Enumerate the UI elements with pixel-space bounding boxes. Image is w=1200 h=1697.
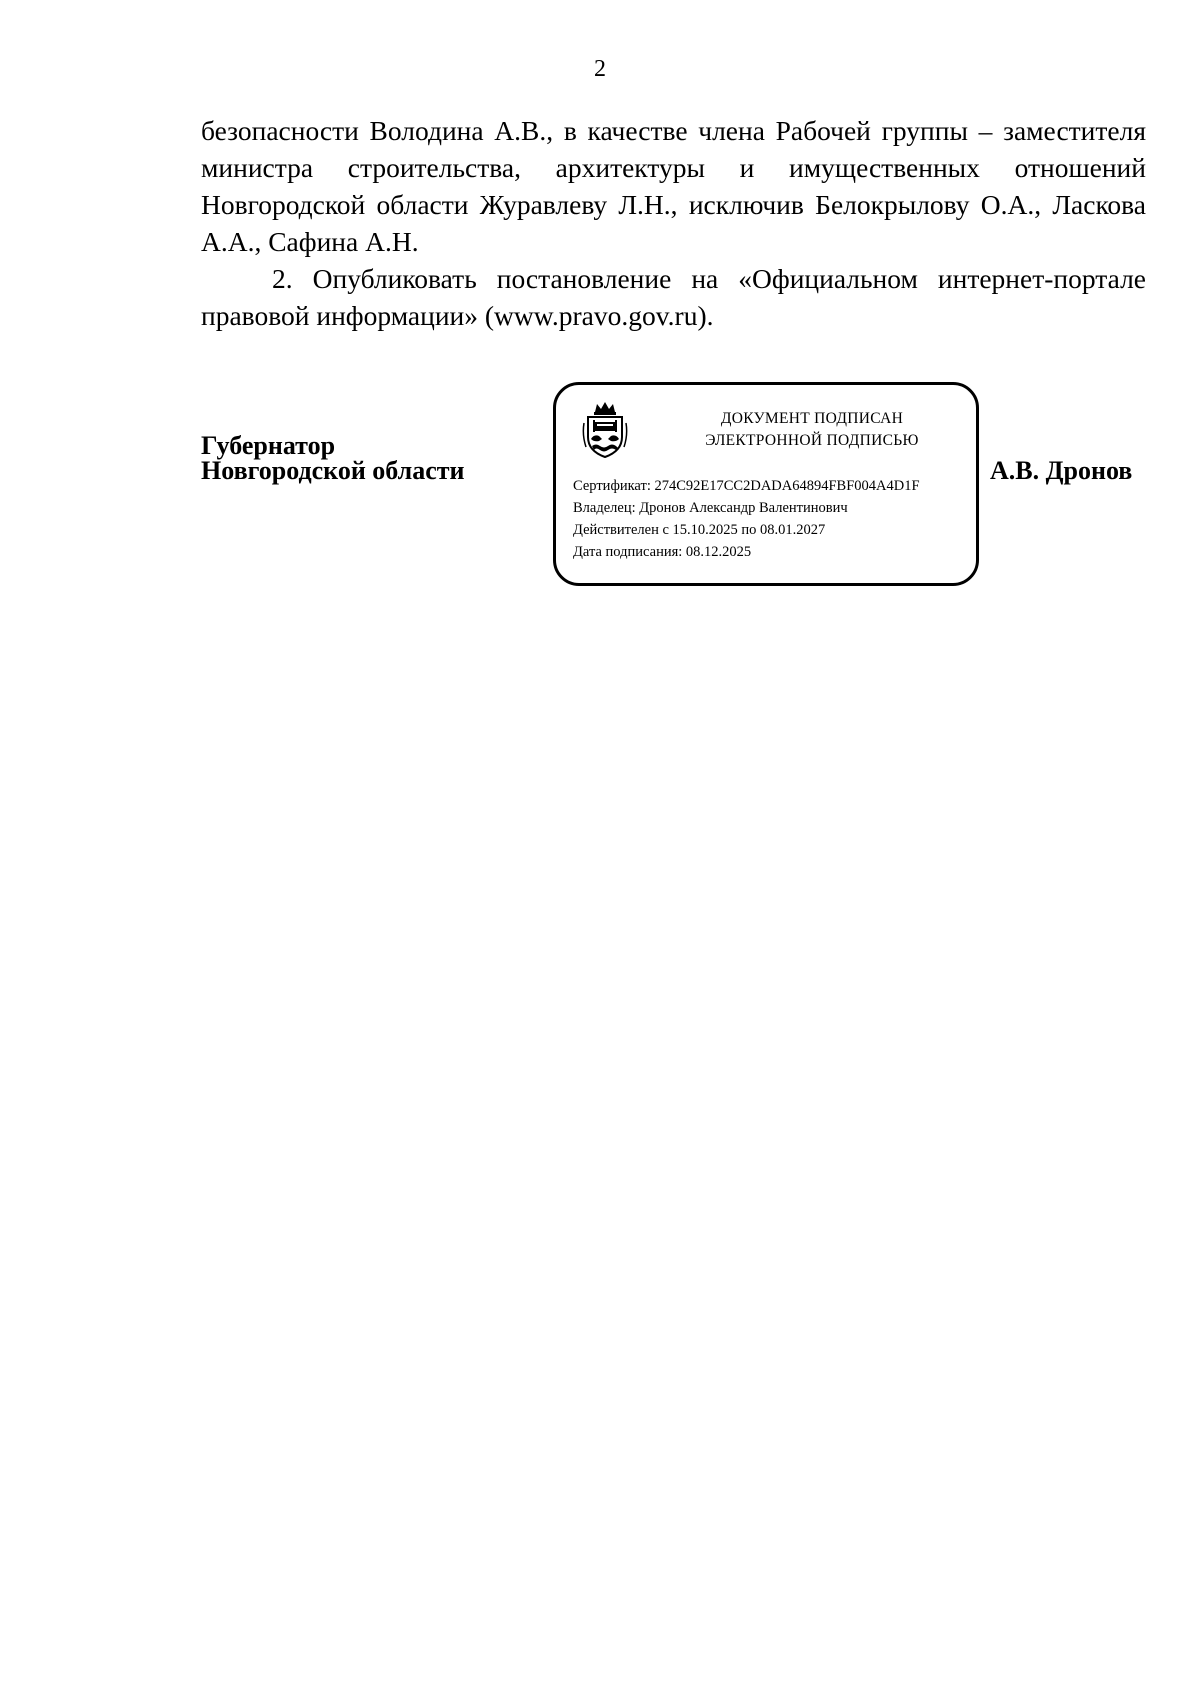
stamp-details — [573, 475, 920, 563]
stamp-signing-date: Дата подписания: 08.12.2025 — [573, 544, 752, 560]
paragraph-continuation: безопасности Володина А.В., в качестве члена Рабочей группы – заместителя министра строительства, архитектуры и имущественных отношений Новгородской области Журавлеву Л.Н., исключив Белокрылову О.А., Ласкова А.А., Сафина А.Н. — [201, 115, 1146, 257]
electronic-signature-stamp — [553, 382, 979, 586]
novgorod-coat-of-arms-icon — [582, 401, 628, 459]
document-body — [201, 112, 1146, 334]
stamp-owner: Владелец: Дронов Александр Валентинович — [573, 500, 848, 516]
signer-title-line2: Новгородской области — [201, 456, 465, 485]
stamp-header-line2: ЭЛЕКТРОННОЙ ПОДПИСЬЮ — [705, 432, 919, 449]
signer-title-line1: Губернатор — [201, 431, 336, 460]
signer-name: А.В. Дронов — [990, 456, 1133, 485]
stamp-validity: Действителен с 15.10.2025 по 08.01.2027 — [573, 522, 826, 538]
paragraph-publish: 2. Опубликовать постановление на «Официальном интернет-портале правовой информации» (www.pravo.gov.ru). — [201, 263, 1146, 331]
stamp-header-line1: ДОКУМЕНТ ПОДПИСАН — [720, 410, 904, 427]
page-number: 2 — [594, 56, 606, 82]
stamp-header — [671, 408, 953, 452]
signer-title — [201, 433, 465, 483]
stamp-certificate: Сертификат: 274C92E17CC2DADA64894FBF004A4D1F — [573, 478, 920, 494]
